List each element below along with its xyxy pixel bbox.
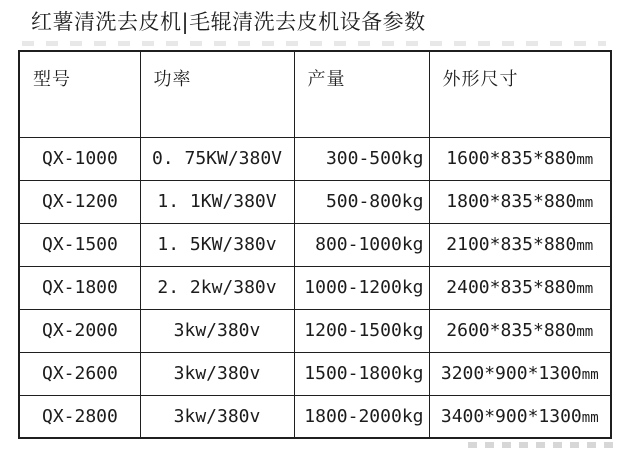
dimensions-cell — [429, 180, 611, 223]
power-cell: 0. 75KW/380V — [140, 137, 294, 180]
output-cell: 1200-1500kg — [294, 309, 429, 352]
model-cell: QX-1000 — [19, 137, 140, 180]
table-row — [19, 395, 611, 438]
dimensions-value: 2600*835*880 — [446, 320, 577, 341]
dimensions-value: 2400*835*880 — [446, 277, 577, 298]
column-header-output: 产量 — [294, 51, 429, 137]
model-cell: QX-1800 — [19, 266, 140, 309]
dimensions-unit: mm — [576, 152, 594, 168]
dimensions-unit: mm — [576, 281, 594, 297]
dimensions-value: 2100*835*880 — [446, 234, 577, 255]
power-cell: 2. 2kw/380v — [140, 266, 294, 309]
power-cell: 3kw/380v — [140, 309, 294, 352]
dimensions-unit: mm — [581, 367, 599, 383]
table-row — [19, 309, 611, 352]
model-cell: QX-1500 — [19, 223, 140, 266]
output-cell: 1500-1800kg — [294, 352, 429, 395]
output-cell: 500-800kg — [294, 180, 429, 223]
power-cell: 3kw/380v — [140, 395, 294, 438]
table-row — [19, 137, 611, 180]
dimensions-value: 1800*835*880 — [446, 191, 577, 212]
power-cell: 1. 5KW/380v — [140, 223, 294, 266]
dimensions-cell — [429, 137, 611, 180]
dimensions-value: 1600*835*880 — [446, 148, 577, 169]
column-header-power: 功率 — [140, 51, 294, 137]
power-cell: 3kw/380v — [140, 352, 294, 395]
dimensions-value: 3200*900*1300 — [440, 363, 582, 384]
dimensions-cell — [429, 395, 611, 438]
model-cell: QX-2600 — [19, 352, 140, 395]
output-cell: 300-500kg — [294, 137, 429, 180]
model-cell: QX-1200 — [19, 180, 140, 223]
dimensions-unit: mm — [576, 195, 594, 211]
dimensions-cell — [429, 266, 611, 309]
table-row — [19, 223, 611, 266]
power-cell: 1. 1KW/380V — [140, 180, 294, 223]
output-cell: 1800-2000kg — [294, 395, 429, 438]
header-row — [19, 51, 611, 137]
model-cell: QX-2800 — [19, 395, 140, 438]
output-cell: 1000-1200kg — [294, 266, 429, 309]
column-header-model: 型号 — [19, 51, 140, 137]
dimensions-unit: mm — [576, 238, 594, 254]
table-row — [19, 180, 611, 223]
column-header-dimensions: 外形尺寸 — [429, 51, 611, 137]
equipment-spec-table — [18, 50, 612, 439]
table-row — [19, 352, 611, 395]
dimensions-cell — [429, 309, 611, 352]
scan-noise-band — [22, 41, 606, 46]
table-row — [19, 266, 611, 309]
output-cell: 800-1000kg — [294, 223, 429, 266]
page-title: 红薯清洗去皮机|毛辊清洗去皮机设备参数 — [31, 10, 426, 34]
dimensions-cell — [429, 352, 611, 395]
dimensions-cell — [429, 223, 611, 266]
model-cell: QX-2000 — [19, 309, 140, 352]
dimensions-unit: mm — [576, 324, 594, 340]
faint-watermark — [468, 442, 620, 448]
dimensions-unit: mm — [581, 409, 599, 426]
dimensions-value: 3400*900*1300 — [440, 405, 582, 427]
